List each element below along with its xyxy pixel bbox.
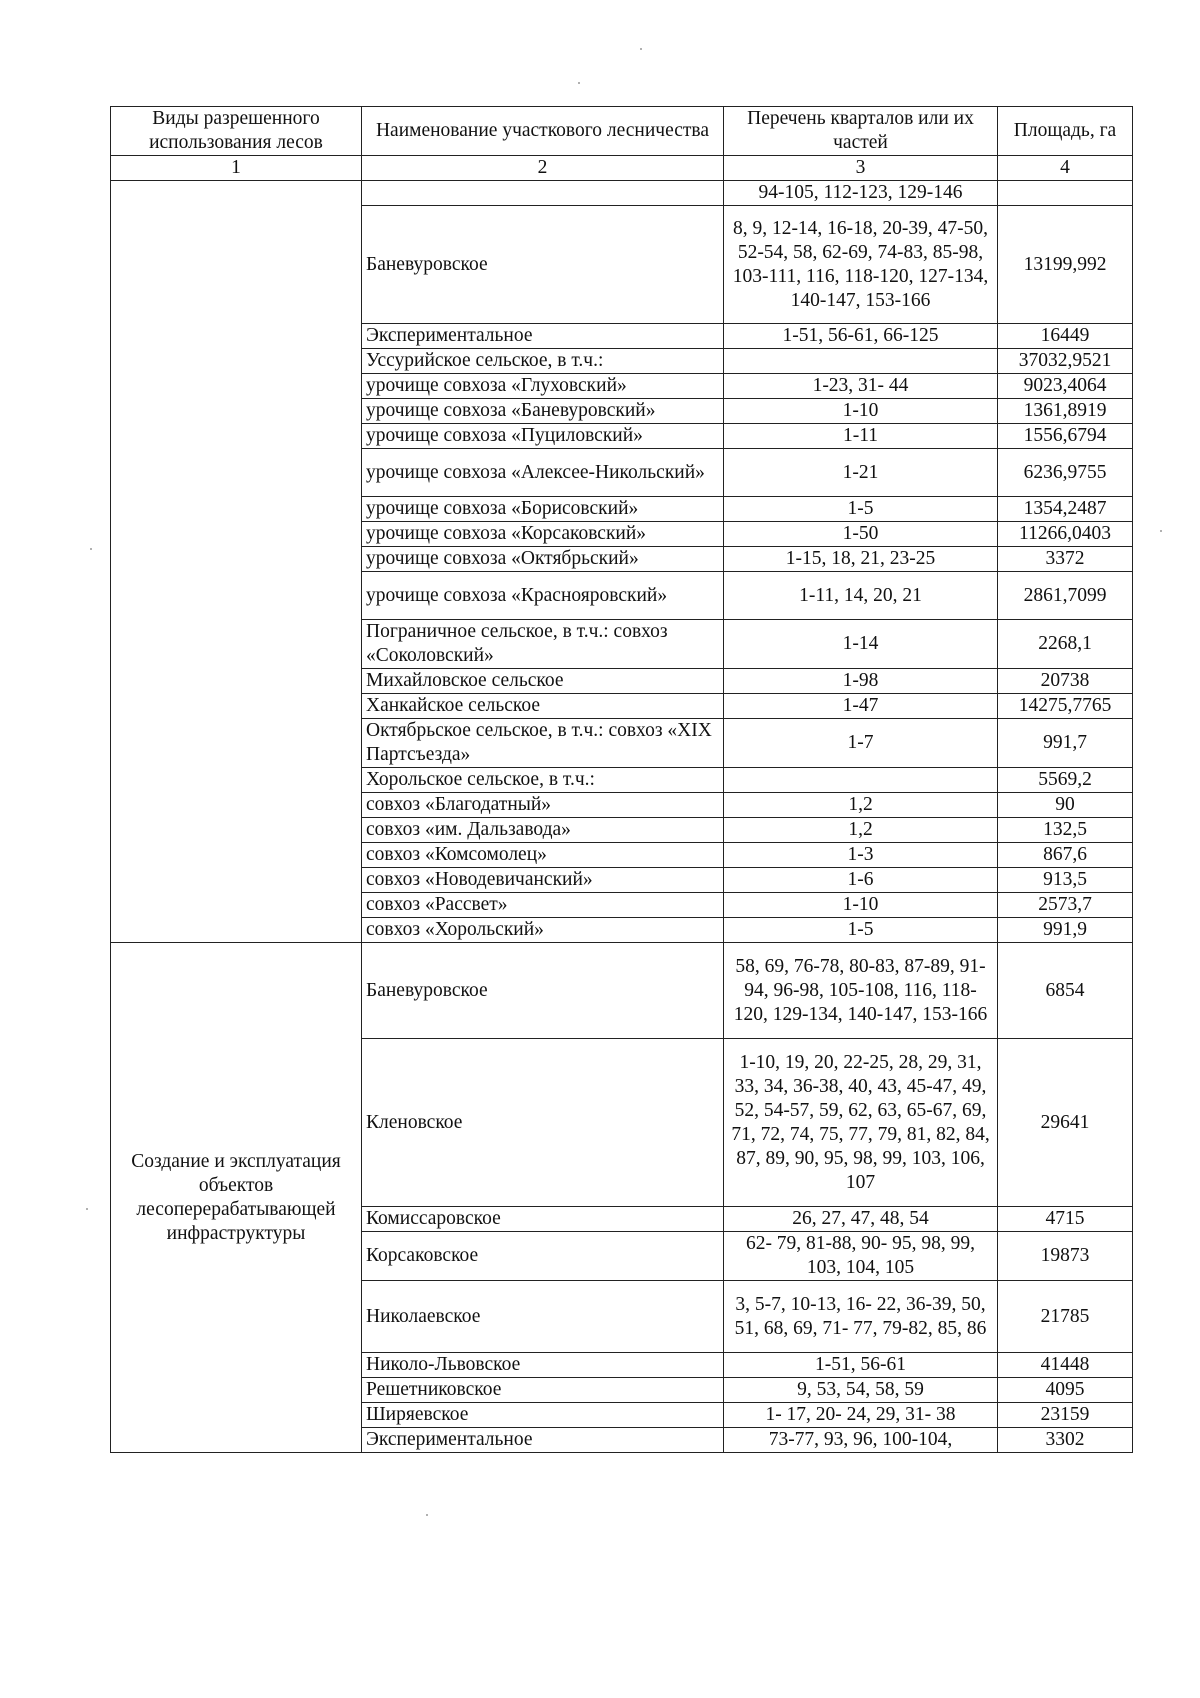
forestry-name-cell: Экспериментальное — [362, 324, 724, 349]
forestry-name-cell: Решетниковское — [362, 1378, 724, 1403]
header-cell-quarters: Перечень кварталов или их частей — [724, 107, 998, 156]
quarters-cell: 1-14 — [724, 620, 998, 669]
quarters-cell: 1-98 — [724, 669, 998, 694]
forest-use-table — [110, 106, 1133, 1453]
quarters-cell — [724, 768, 998, 793]
quarters-cell: 73-77, 93, 96, 100-104, — [724, 1428, 998, 1453]
forestry-name-cell: Баневуровское — [362, 943, 724, 1039]
area-cell — [998, 181, 1133, 206]
forestry-name-cell: урочище совхоза «Октябрьский» — [362, 547, 724, 572]
area-cell: 9023,4064 — [998, 374, 1133, 399]
scan-speck — [578, 82, 580, 84]
quarters-cell: 1-3 — [724, 843, 998, 868]
quarters-cell: 1-51, 56-61, 66-125 — [724, 324, 998, 349]
forestry-name-cell: совхоз «Хорольский» — [362, 918, 724, 943]
quarters-cell: 1-50 — [724, 522, 998, 547]
quarters-cell: 1-7 — [724, 719, 998, 768]
forestry-name-cell: Кленовское — [362, 1039, 724, 1207]
quarters-cell: 1-5 — [724, 918, 998, 943]
area-cell: 2573,7 — [998, 893, 1133, 918]
column-number: 1 — [111, 156, 362, 181]
forestry-name-cell: совхоз «Благодатный» — [362, 793, 724, 818]
header-cell-use-types: Виды разрешенного использования лесов — [111, 107, 362, 156]
area-cell: 1354,2487 — [998, 497, 1133, 522]
area-cell: 13199,992 — [998, 206, 1133, 324]
forestry-name-cell: Корсаковское — [362, 1232, 724, 1281]
forestry-name-cell: Пограничное сельское, в т.ч.: совхоз «Соколовский» — [362, 620, 724, 669]
quarters-cell: 8, 9, 12-14, 16-18, 20-39, 47-50, 52-54, 58, 62-69, 74-83, 85-98, 103-111, 116, 118-120, 127-134, 140-147, 153-166 — [724, 206, 998, 324]
scan-speck — [426, 1514, 428, 1516]
forestry-name-cell: совхоз «Новодевичанский» — [362, 868, 724, 893]
quarters-cell — [724, 349, 998, 374]
forestry-name-cell: урочище совхоза «Краснояровский» — [362, 572, 724, 620]
area-cell: 37032,9521 — [998, 349, 1133, 374]
quarters-cell: 1-11, 14, 20, 21 — [724, 572, 998, 620]
area-cell: 5569,2 — [998, 768, 1133, 793]
quarters-cell: 1,2 — [724, 793, 998, 818]
area-cell: 2268,1 — [998, 620, 1133, 669]
area-cell: 11266,0403 — [998, 522, 1133, 547]
forestry-name-cell: совхоз «Рассвет» — [362, 893, 724, 918]
area-cell: 14275,7765 — [998, 694, 1133, 719]
area-cell: 1361,8919 — [998, 399, 1133, 424]
area-cell: 20738 — [998, 669, 1133, 694]
forestry-name-cell: урочище совхоза «Борисовский» — [362, 497, 724, 522]
forestry-name-cell: Уссурийское сельское, в т.ч.: — [362, 349, 724, 374]
forestry-name-cell: урочище совхоза «Глуховский» — [362, 374, 724, 399]
forestry-name-cell: совхоз «им. Дальзавода» — [362, 818, 724, 843]
scan-speck — [86, 1208, 88, 1210]
forestry-name-cell: урочище совхоза «Корсаковский» — [362, 522, 724, 547]
forestry-name-cell: Михайловское сельское — [362, 669, 724, 694]
quarters-cell: 1- 17, 20- 24, 29, 31- 38 — [724, 1403, 998, 1428]
quarters-cell: 1-47 — [724, 694, 998, 719]
column-number: 3 — [724, 156, 998, 181]
quarters-cell: 1-51, 56-61 — [724, 1353, 998, 1378]
area-cell: 41448 — [998, 1353, 1133, 1378]
area-cell: 6236,9755 — [998, 449, 1133, 497]
forestry-name-cell: совхоз «Комсомолец» — [362, 843, 724, 868]
quarters-cell: 1-10 — [724, 893, 998, 918]
quarters-cell: 1,2 — [724, 818, 998, 843]
table-row — [111, 943, 1133, 1039]
column-number: 4 — [998, 156, 1133, 181]
area-cell: 3302 — [998, 1428, 1133, 1453]
forestry-name-cell: Хорольское сельское, в т.ч.: — [362, 768, 724, 793]
area-cell: 21785 — [998, 1281, 1133, 1353]
forestry-name-cell: Ханкайское сельское — [362, 694, 724, 719]
area-cell: 90 — [998, 793, 1133, 818]
area-cell: 4715 — [998, 1207, 1133, 1232]
area-cell: 991,7 — [998, 719, 1133, 768]
quarters-cell: 1-10 — [724, 399, 998, 424]
area-cell: 4095 — [998, 1378, 1133, 1403]
forestry-name-cell: урочище совхоза «Алексее-Никольский» — [362, 449, 724, 497]
quarters-cell: 1-23, 31- 44 — [724, 374, 998, 399]
forestry-name-cell — [362, 181, 724, 206]
area-cell: 23159 — [998, 1403, 1133, 1428]
quarters-cell: 1-11 — [724, 424, 998, 449]
header-row — [111, 107, 1133, 156]
quarters-cell: 1-6 — [724, 868, 998, 893]
area-cell: 991,9 — [998, 918, 1133, 943]
forestry-name-cell: Николо-Львовское — [362, 1353, 724, 1378]
quarters-cell: 26, 27, 47, 48, 54 — [724, 1207, 998, 1232]
area-cell: 6854 — [998, 943, 1133, 1039]
quarters-cell: 1-10, 19, 20, 22-25, 28, 29, 31, 33, 34, 36-38, 40, 43, 45-47, 49, 52, 54-57, 59, 62, 63, 65-67, 69, 71, 72, 74, 75, 77, 79, 81, 82, 84, 87, 89, 90, 95, 98, 99, 103, 106, 107 — [724, 1039, 998, 1207]
use-type-cell: Создание и эксплуатация объектов лесоперерабатывающей инфраструктуры — [111, 943, 362, 1453]
forestry-name-cell: Экспериментальное — [362, 1428, 724, 1453]
scan-speck — [90, 548, 92, 550]
column-number: 2 — [362, 156, 724, 181]
area-cell: 16449 — [998, 324, 1133, 349]
quarters-cell: 62- 79, 81-88, 90- 95, 98, 99, 103, 104, 105 — [724, 1232, 998, 1281]
scan-speck — [1160, 530, 1162, 532]
quarters-cell: 1-21 — [724, 449, 998, 497]
table-row — [111, 181, 1133, 206]
column-number-row — [111, 156, 1133, 181]
header-cell-forestry-name: Наименование участкового лесничества — [362, 107, 724, 156]
area-cell: 1556,6794 — [998, 424, 1133, 449]
quarters-cell: 94-105, 112-123, 129-146 — [724, 181, 998, 206]
quarters-cell: 3, 5-7, 10-13, 16- 22, 36-39, 50, 51, 68, 69, 71- 77, 79-82, 85, 86 — [724, 1281, 998, 1353]
area-cell: 2861,7099 — [998, 572, 1133, 620]
area-cell: 29641 — [998, 1039, 1133, 1207]
scan-speck — [640, 48, 642, 50]
header-cell-area: Площадь, га — [998, 107, 1133, 156]
quarters-cell: 9, 53, 54, 58, 59 — [724, 1378, 998, 1403]
forestry-name-cell: Комиссаровское — [362, 1207, 724, 1232]
forestry-name-cell: Николаевское — [362, 1281, 724, 1353]
area-cell: 19873 — [998, 1232, 1133, 1281]
forestry-name-cell: урочище совхоза «Баневуровский» — [362, 399, 724, 424]
area-cell: 132,5 — [998, 818, 1133, 843]
area-cell: 3372 — [998, 547, 1133, 572]
quarters-cell: 1-15, 18, 21, 23-25 — [724, 547, 998, 572]
quarters-cell: 1-5 — [724, 497, 998, 522]
forestry-name-cell: Октябрьское сельское, в т.ч.: совхоз «XIX Партсъезда» — [362, 719, 724, 768]
area-cell: 913,5 — [998, 868, 1133, 893]
quarters-cell: 58, 69, 76-78, 80-83, 87-89, 91-94, 96-98, 105-108, 116, 118-120, 129-134, 140-147, 153-166 — [724, 943, 998, 1039]
use-type-cell — [111, 181, 362, 943]
forestry-name-cell: Баневуровское — [362, 206, 724, 324]
forestry-name-cell: урочище совхоза «Пуциловский» — [362, 424, 724, 449]
area-cell: 867,6 — [998, 843, 1133, 868]
forestry-name-cell: Ширяевское — [362, 1403, 724, 1428]
